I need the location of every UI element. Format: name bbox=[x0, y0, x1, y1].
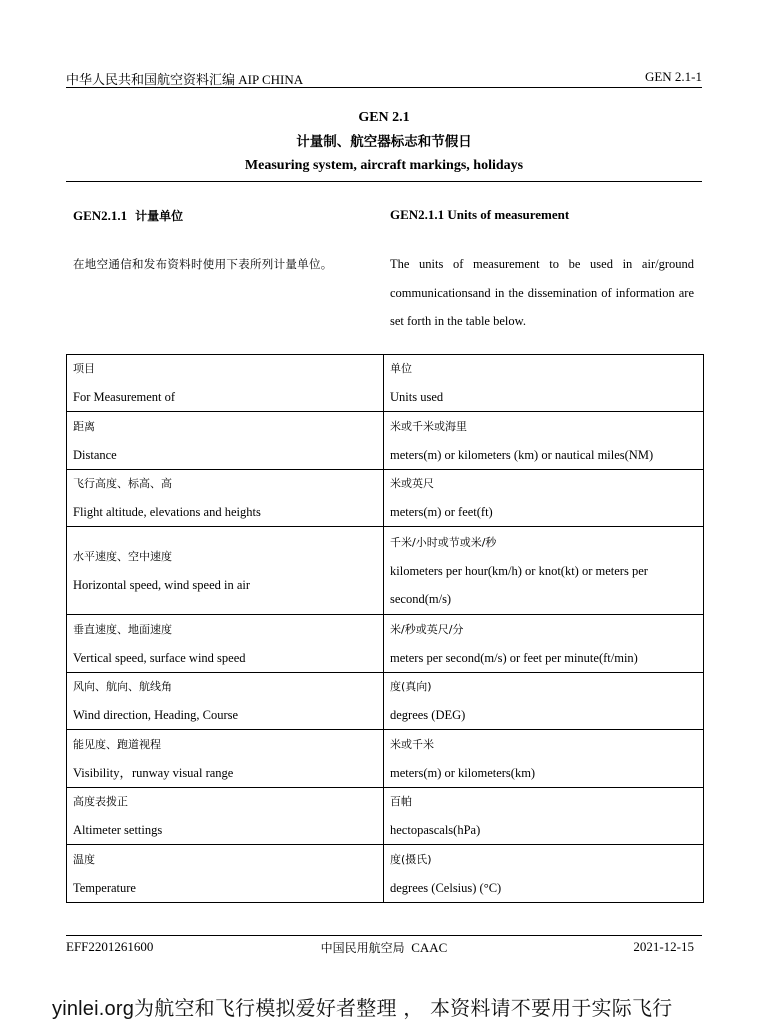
measurement-cell bbox=[67, 527, 384, 615]
measurement-cn: 能见度、跑道视程 bbox=[73, 737, 161, 751]
unit-en: kilometers per hour(km/h) or knot(kt) or meters per second(m/s) bbox=[390, 563, 648, 606]
unit-en: meters(m) or feet(ft) bbox=[390, 505, 493, 519]
footer-rule bbox=[66, 935, 702, 936]
unit-cell bbox=[384, 788, 704, 845]
unit-en: hectopascals(hPa) bbox=[390, 823, 481, 837]
unit-cn: 千米/小时或节或米/秒 bbox=[390, 535, 497, 549]
unit-cell bbox=[384, 845, 704, 903]
unit-cell bbox=[384, 730, 704, 788]
header-item-en: For Measurement of bbox=[73, 390, 176, 404]
unit-cn: 米或千米或海里 bbox=[390, 419, 467, 433]
measurement-en: Altimeter settings bbox=[73, 823, 163, 837]
table-row bbox=[67, 412, 704, 470]
measurement-cn: 水平速度、空中速度 bbox=[73, 549, 172, 563]
measurement-en: Horizontal speed, wind speed in air bbox=[73, 577, 251, 592]
table-row bbox=[67, 845, 704, 903]
unit-cell bbox=[384, 673, 704, 730]
header-rule bbox=[66, 87, 702, 88]
document-title bbox=[66, 106, 702, 178]
measurement-cell bbox=[67, 788, 384, 845]
table-row bbox=[67, 470, 704, 527]
intro-text-chinese: 在地空通信和发布资料时使用下表所列计量单位。 bbox=[73, 257, 333, 271]
table-row bbox=[67, 673, 704, 730]
measurement-en: Distance bbox=[73, 447, 117, 462]
measurement-en: Wind direction, Heading, Course bbox=[73, 708, 239, 722]
units-table bbox=[66, 354, 704, 903]
measurement-cn: 高度表拨正 bbox=[73, 795, 128, 808]
unit-cn: 百帕 bbox=[390, 795, 412, 808]
table-row bbox=[67, 730, 704, 788]
footer-authority-en: CAAC bbox=[411, 940, 448, 955]
unit-en: degrees (Celsius) (°C) bbox=[390, 880, 502, 895]
measurement-cn: 垂直速度、地面速度 bbox=[73, 622, 172, 636]
measurement-en: Vertical speed, surface wind speed bbox=[73, 650, 246, 665]
footer-date: 2021-12-15 bbox=[633, 939, 694, 954]
unit-cn: 米/秒或英尺/分 bbox=[390, 622, 464, 636]
measurement-cell bbox=[67, 845, 384, 903]
header-page-number: GEN 2.1-1 bbox=[644, 69, 702, 84]
measurement-cn: 风向、航向、航线角 bbox=[73, 680, 172, 693]
measurement-cn: 距离 bbox=[73, 419, 95, 433]
unit-en: meters(m) or kilometers (km) or nautical miles(NM) bbox=[390, 447, 654, 462]
watermark-site: yinlei.org bbox=[52, 998, 135, 1020]
unit-cell bbox=[384, 527, 704, 615]
title-code: GEN 2.1 bbox=[358, 110, 410, 125]
measurement-cell bbox=[67, 412, 384, 470]
section-heading-english: GEN2.1.1 Units of measurement bbox=[390, 207, 570, 222]
title-english: Measuring system, aircraft markings, holidays bbox=[244, 158, 524, 173]
intro-text-english: The units of measurement to be used in air/ground communicationsand in the dissemination of information are set forth in the table below. bbox=[390, 257, 694, 328]
footer-authority-cn: 中国民用航空局 bbox=[320, 941, 405, 955]
unit-cn: 度(摄氏) bbox=[390, 852, 432, 866]
measurement-cn: 飞行高度、标高、高 bbox=[73, 477, 172, 490]
title-chinese: 计量制、航空器标志和节假日 bbox=[296, 134, 472, 150]
watermark-notice bbox=[52, 992, 672, 1021]
title-rule bbox=[66, 181, 702, 182]
section-code: GEN2.1.1 bbox=[73, 208, 128, 223]
table-header-item bbox=[67, 355, 384, 412]
measurement-cell bbox=[67, 470, 384, 527]
table-row bbox=[67, 615, 704, 673]
section-title-cn: 计量单位 bbox=[135, 209, 184, 223]
unit-cell bbox=[384, 412, 704, 470]
measurement-en: Temperature bbox=[73, 880, 136, 895]
measurement-en: Flight altitude, elevations and heights bbox=[73, 505, 261, 519]
unit-cn: 度(真向) bbox=[390, 680, 432, 693]
header-publication-title: 中华人民共和国航空资料汇编 AIP CHINA bbox=[66, 72, 304, 87]
unit-cell bbox=[384, 470, 704, 527]
footer-effective-code: EFF2201261600 bbox=[66, 939, 154, 954]
watermark-text: 为航空和飞行模拟爱好者整理 ， 本资料请不要用于实际飞行 bbox=[134, 996, 673, 1020]
unit-en: degrees (DEG) bbox=[390, 708, 466, 722]
measurement-cell bbox=[67, 615, 384, 673]
table-row bbox=[67, 788, 704, 845]
table-header-unit bbox=[384, 355, 704, 412]
table-header-row bbox=[67, 355, 704, 412]
header-unit-cn: 单位 bbox=[390, 362, 412, 375]
measurement-cell bbox=[67, 730, 384, 788]
unit-en: meters(m) or kilometers(km) bbox=[390, 765, 536, 780]
measurement-en: Visibility，runway visual range bbox=[73, 765, 234, 780]
section-heading-chinese bbox=[73, 207, 183, 224]
header-item-cn: 项目 bbox=[73, 362, 95, 375]
unit-cell bbox=[384, 615, 704, 673]
table-row bbox=[67, 527, 704, 615]
unit-cn: 米或千米 bbox=[390, 737, 434, 751]
header-unit-en: Units used bbox=[390, 390, 444, 404]
unit-en: meters per second(m/s) or feet per minute(ft/min) bbox=[390, 650, 638, 665]
measurement-cn: 温度 bbox=[73, 852, 95, 866]
measurement-cell bbox=[67, 673, 384, 730]
unit-cn: 米或英尺 bbox=[390, 477, 434, 490]
